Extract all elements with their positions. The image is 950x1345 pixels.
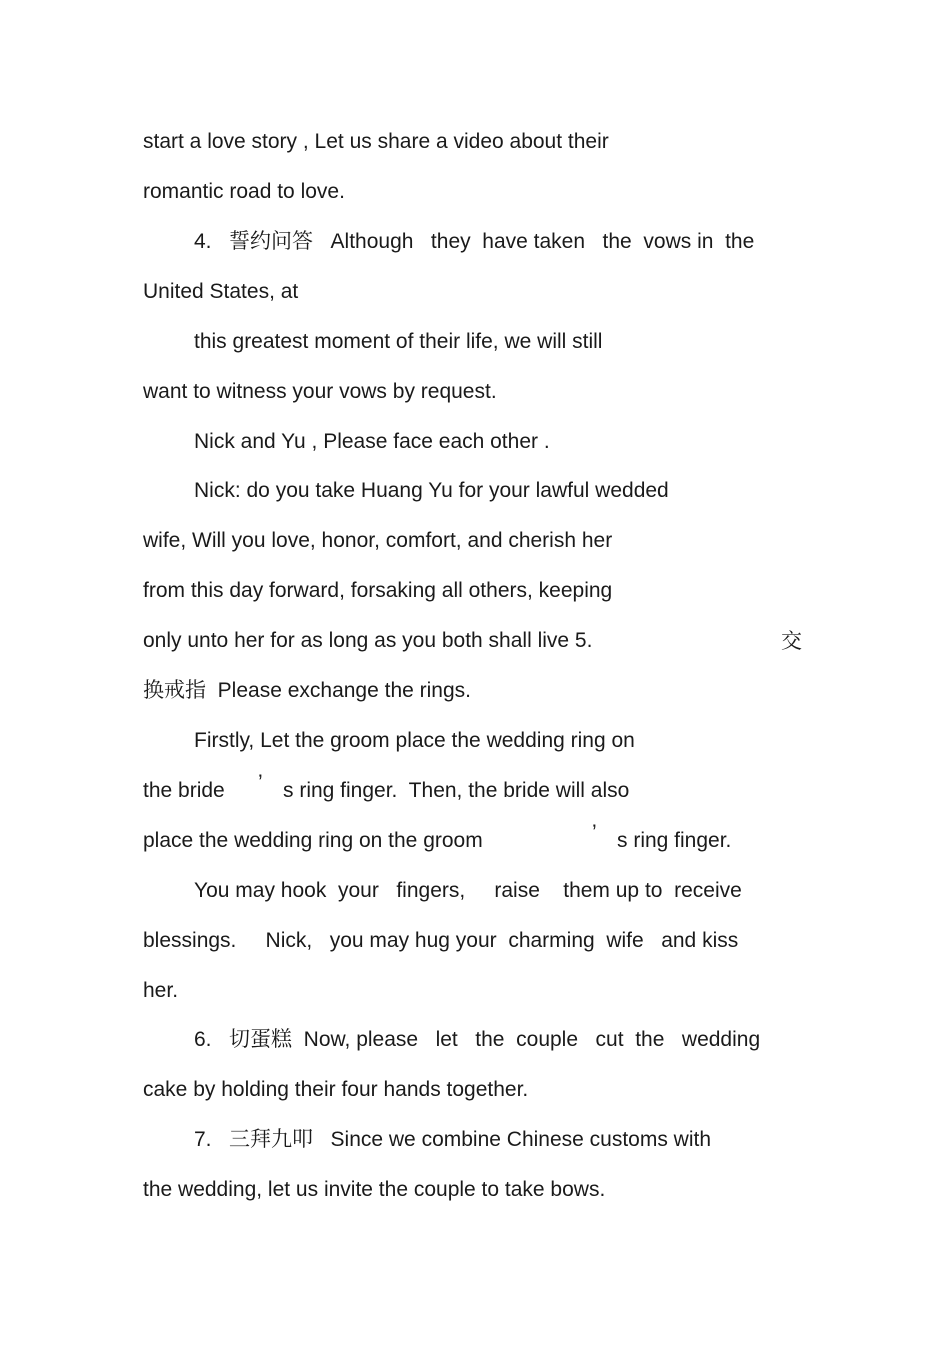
text-line: from this day forward, forsaking all others, keeping: [143, 579, 613, 602]
apostrophe-fragment: ’: [258, 771, 263, 794]
text-fragment: the bride: [143, 779, 225, 802]
text-line-item-6: 6. 切蛋糕 Now, please let the couple cut the wedding: [194, 1028, 761, 1051]
text-line: the wedding, let us invite the couple to take bows.: [143, 1178, 606, 1201]
text-line: this greatest moment of their life, we will still: [194, 330, 603, 353]
text-line: Nick and Yu , Please face each other .: [194, 430, 550, 453]
apostrophe-fragment: ’: [592, 821, 597, 844]
text-line: her.: [143, 979, 179, 1002]
text-fragment: s ring finger.: [617, 829, 732, 852]
text-line: United States, at: [143, 280, 299, 303]
text-line: You may hook your fingers, raise them up to receive: [194, 879, 742, 902]
text-line: Firstly, Let the groom place the wedding ring on: [194, 729, 635, 752]
text-line-item-7: 7. 三拜九叩 Since we combine Chinese customs with: [194, 1128, 712, 1151]
text-line-item-4: 4. 誓约问答 Although they have taken the vows in the: [194, 230, 755, 253]
text-line: only unto her for as long as you both shall live 5.: [143, 629, 593, 652]
text-line: blessings. Nick, you may hug your charming wife and kiss: [143, 929, 739, 952]
text-line: want to witness your vows by request.: [143, 380, 497, 403]
text-fragment: s ring finger. Then, the bride will also: [283, 779, 630, 802]
text-line: Nick: do you take Huang Yu for your lawful wedded: [194, 479, 669, 502]
text-fragment-cjk: 交: [781, 629, 802, 653]
text-line: wife, Will you love, honor, comfort, and cherish her: [143, 529, 613, 552]
text-line: cake by holding their four hands together.: [143, 1078, 529, 1101]
text-line: romantic road to love.: [143, 180, 345, 203]
text-fragment: place the wedding ring on the groom: [143, 829, 483, 852]
text-line-item-5: 换戒指 Please exchange the rings.: [143, 679, 472, 702]
text-line: start a love story , Let us share a video about their: [143, 130, 609, 153]
